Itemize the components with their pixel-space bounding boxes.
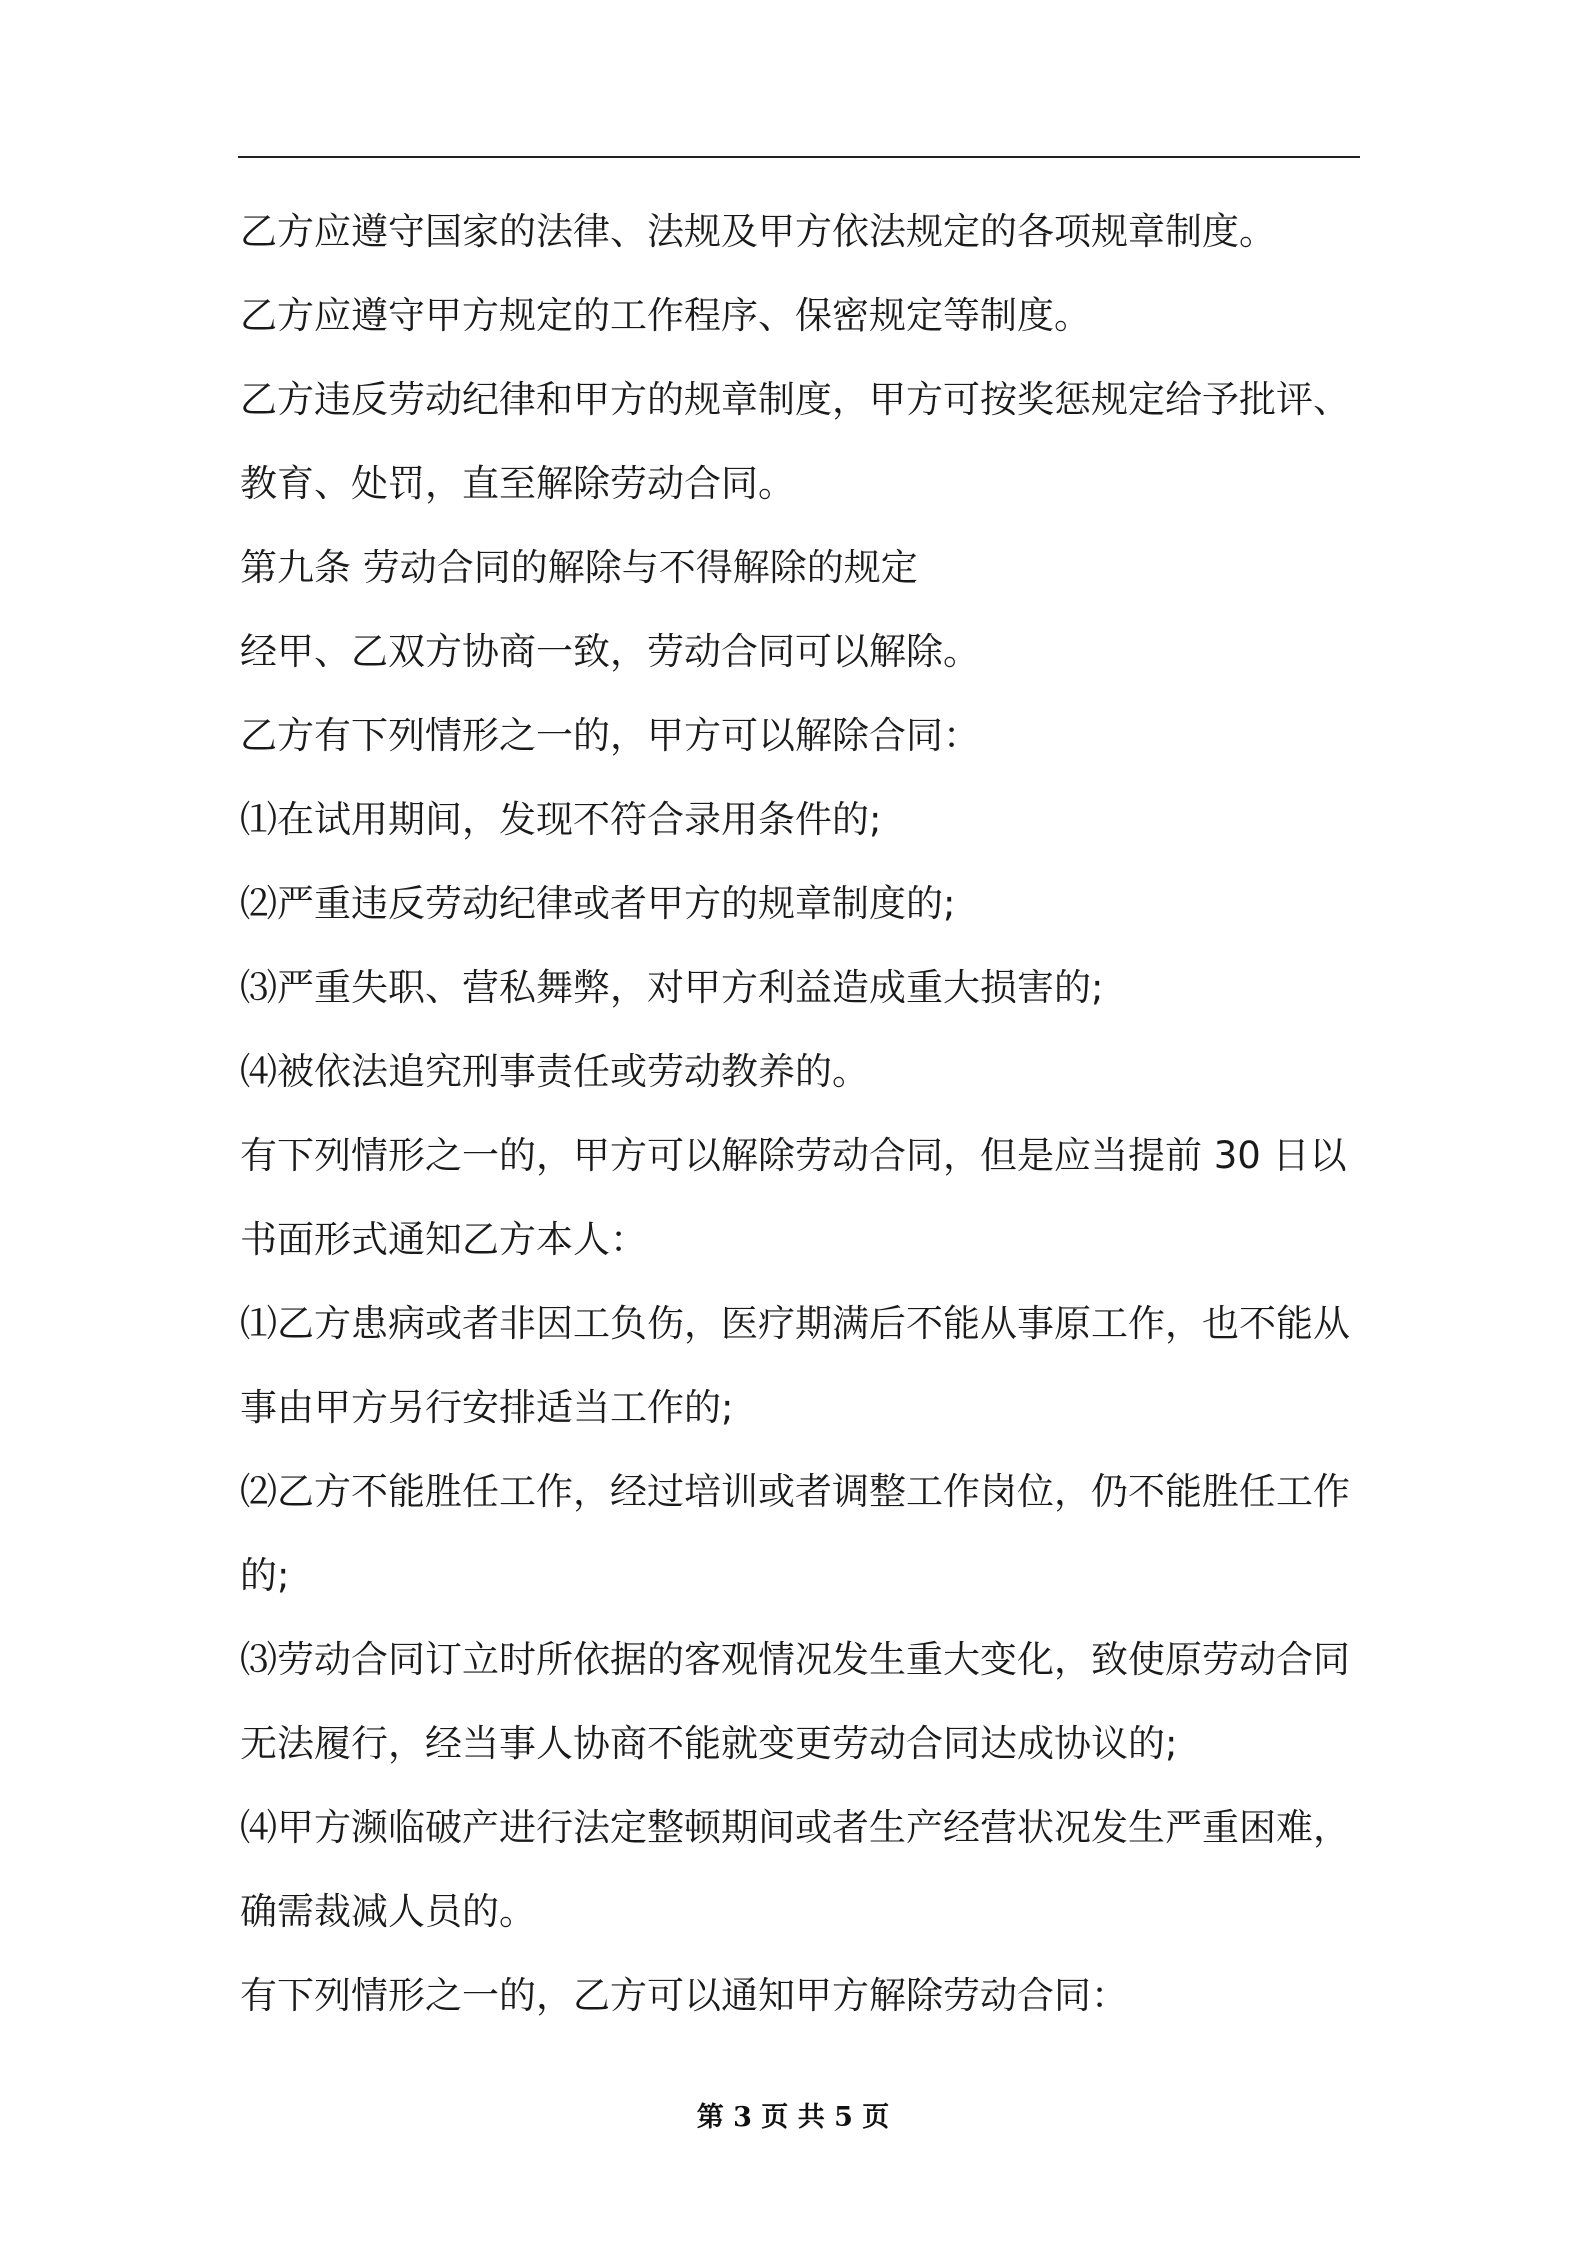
- text-line: 经甲、乙双方协商一致，劳动合同可以解除。: [240, 630, 980, 673]
- section-heading: 第九条 劳动合同的解除与不得解除的规定: [240, 546, 918, 589]
- text-line: 乙方违反劳动纪律和甲方的规章制度，甲方可按奖惩规定给予批评、: [240, 378, 1350, 421]
- list-item: ⑵乙方不能胜任工作，经过培训或者调整工作岗位，仍不能胜任工作: [240, 1470, 1350, 1513]
- list-item: ⑵严重违反劳动纪律或者甲方的规章制度的;: [240, 882, 956, 925]
- text-line: 教育、处罚，直至解除劳动合同。: [240, 462, 795, 505]
- text-line: 乙方有下列情形之一的，甲方可以解除合同：: [240, 714, 980, 757]
- text-line: 的;: [240, 1554, 290, 1597]
- text-line: 有下列情形之一的，甲方可以解除劳动合同，但是应当提前 30 日以: [240, 1134, 1347, 1177]
- list-item: ⑴乙方患病或者非因工负伤，医疗期满后不能从事原工作，也不能从: [240, 1302, 1350, 1345]
- text-line: 乙方应遵守国家的法律、法规及甲方依法规定的各项规章制度。: [240, 210, 1276, 253]
- page-number-footer: 第 3 页 共 5 页: [696, 2102, 890, 2133]
- text-line: 无法履行，经当事人协商不能就变更劳动合同达成协议的;: [240, 1722, 1178, 1765]
- list-item: ⑶严重失职、营私舞弊，对甲方利益造成重大损害的;: [240, 966, 1104, 1009]
- text-line: 确需裁减人员的。: [240, 1890, 536, 1933]
- text-line: 事由甲方另行安排适当工作的;: [240, 1386, 734, 1429]
- list-item: ⑷被依法追究刑事责任或劳动教养的。: [240, 1050, 869, 1093]
- document-body: [240, 190, 1365, 2038]
- header-divider: [238, 156, 1360, 158]
- list-item: ⑶劳动合同订立时所依据的客观情况发生重大变化，致使原劳动合同: [240, 1638, 1350, 1681]
- text-line: 乙方应遵守甲方规定的工作程序、保密规定等制度。: [240, 294, 1091, 337]
- text-line: 有下列情形之一的，乙方可以通知甲方解除劳动合同：: [240, 1974, 1128, 2017]
- list-item: ⑴在试用期间，发现不符合录用条件的;: [240, 798, 882, 841]
- text-line: 书面形式通知乙方本人：: [240, 1218, 647, 1261]
- list-item: ⑷甲方濒临破产进行法定整顿期间或者生产经营状况发生严重困难，: [240, 1806, 1350, 1849]
